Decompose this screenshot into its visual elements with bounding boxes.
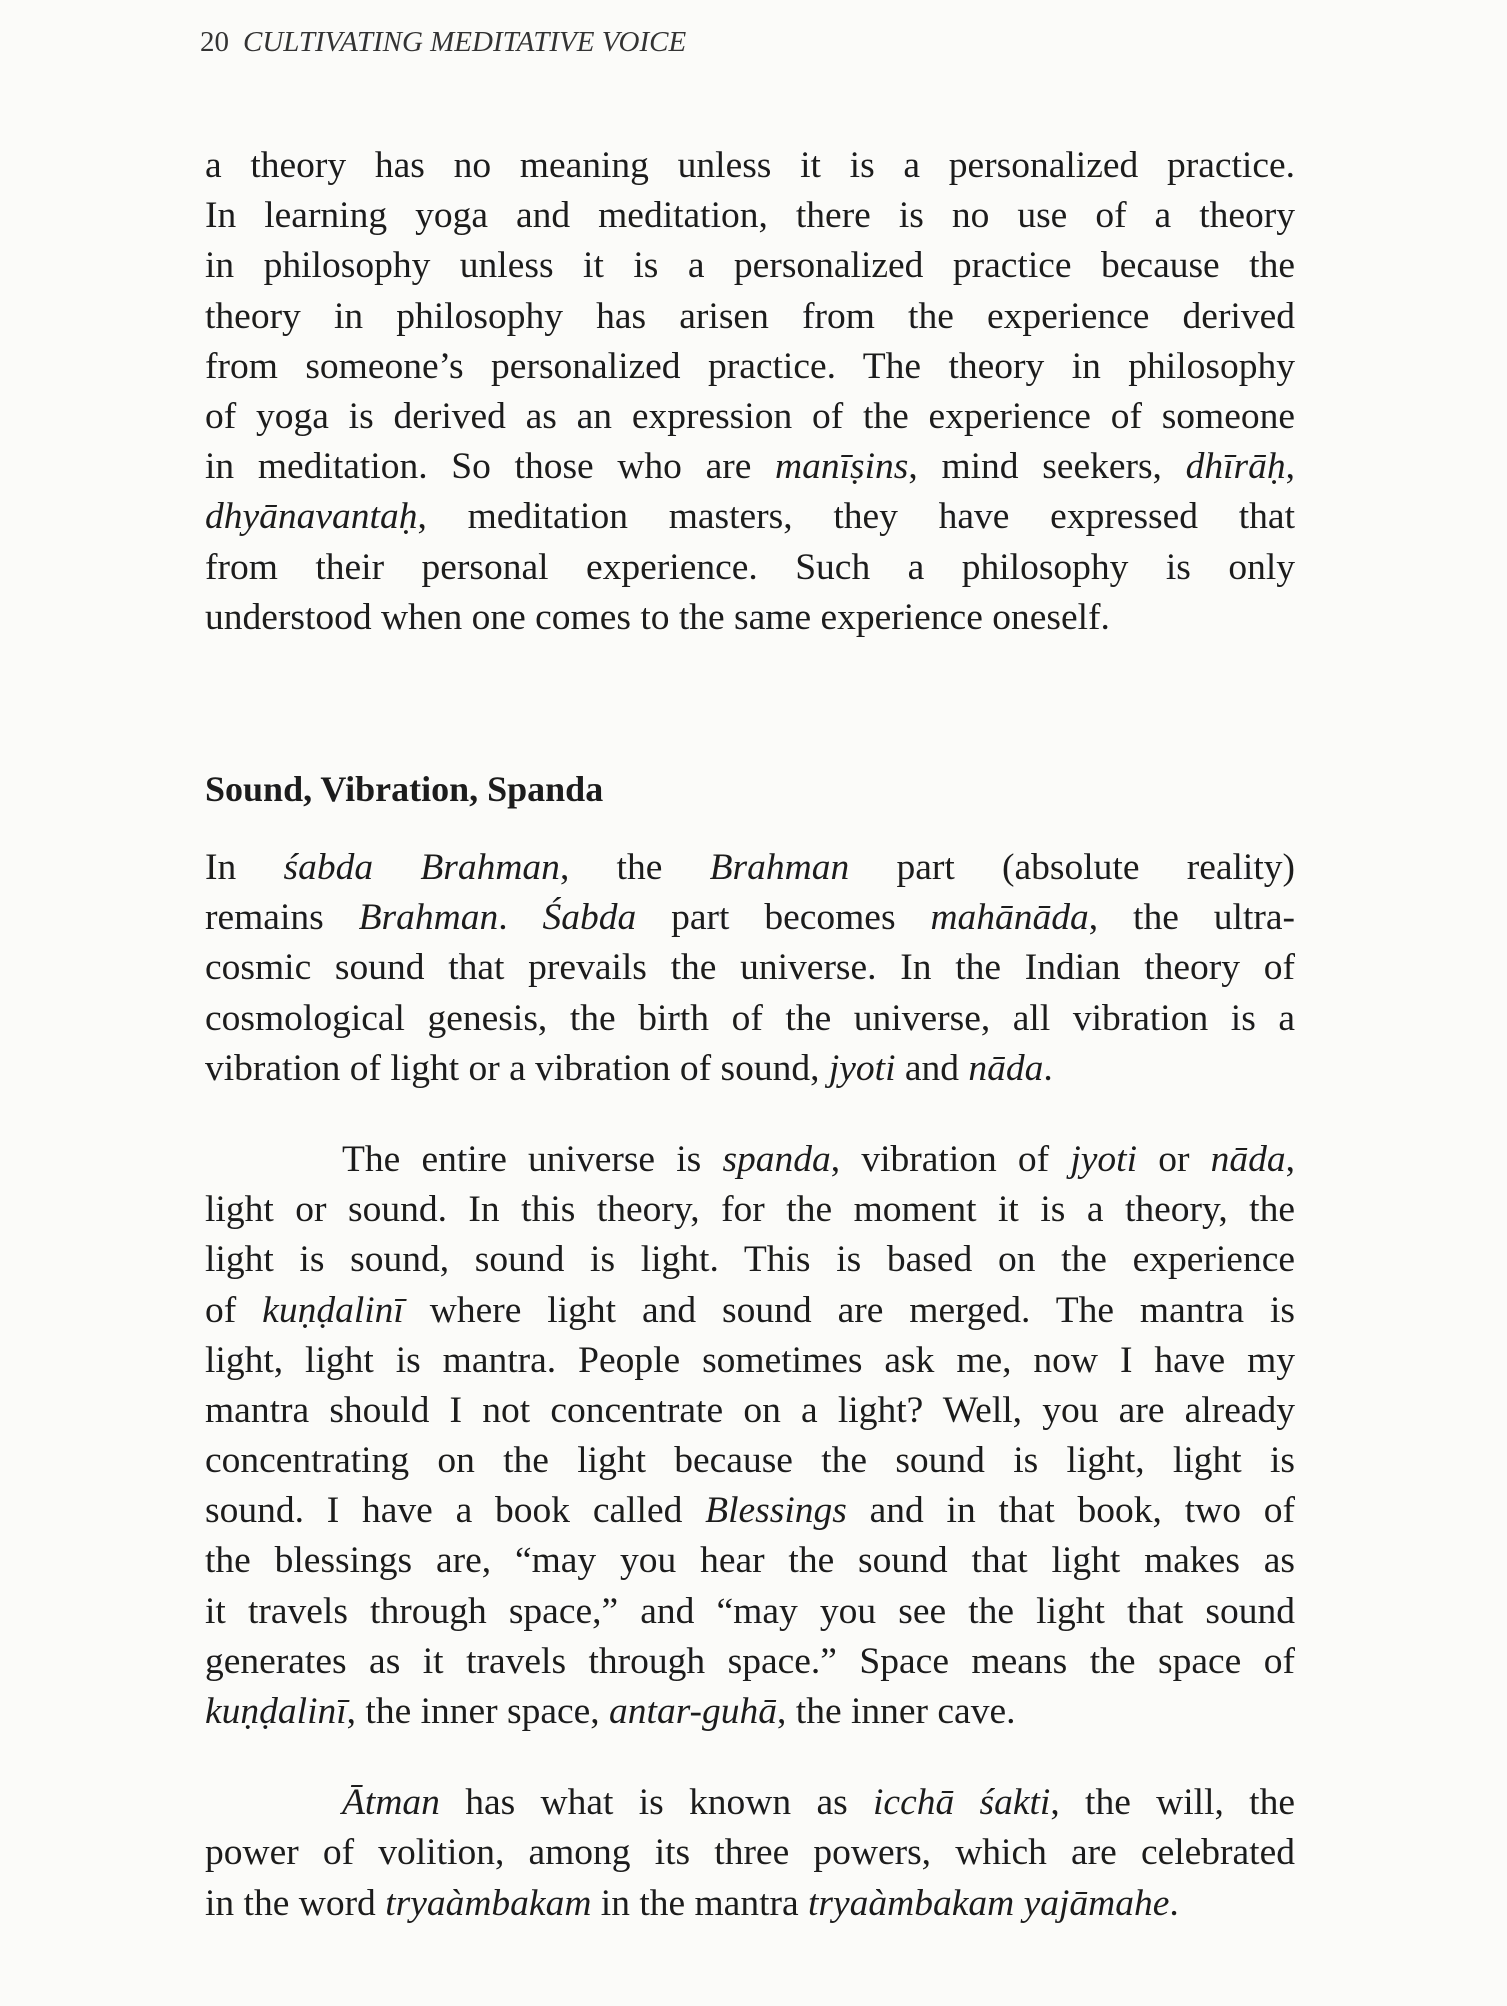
text-run: . bbox=[1169, 1882, 1179, 1924]
text-line bbox=[205, 1879, 1295, 1929]
italic-term: icchā śakti bbox=[873, 1782, 1051, 1824]
text-run: cosmic sound that prevails the universe. In the Indian theory of bbox=[205, 947, 1295, 989]
text-run: , the ultra- bbox=[1088, 897, 1295, 939]
italic-term: kuṇḍalinī bbox=[262, 1289, 404, 1331]
italic-term: Śabda bbox=[542, 897, 637, 939]
text-line bbox=[205, 442, 1295, 492]
paragraph bbox=[205, 843, 1295, 1094]
text-line bbox=[205, 1235, 1295, 1285]
text-run: of bbox=[205, 1289, 263, 1331]
text-run: of yoga is derived as an expression of the experience of someone bbox=[205, 395, 1295, 437]
italic-term: Brahman bbox=[709, 847, 850, 888]
text-line bbox=[205, 1486, 1295, 1536]
text-line bbox=[205, 1436, 1295, 1486]
text-line bbox=[205, 1135, 1295, 1185]
italic-term: mahānāda bbox=[930, 897, 1089, 939]
text-run: , mind seekers, bbox=[908, 446, 1186, 488]
text-line bbox=[205, 593, 1295, 643]
text-line bbox=[205, 191, 1295, 241]
section-heading: Sound, Vibration, Spanda bbox=[205, 769, 604, 809]
italic-term: Brahman bbox=[358, 897, 499, 939]
text-line bbox=[205, 1386, 1295, 1436]
text-line bbox=[205, 543, 1295, 593]
italic-term: Ātman bbox=[342, 1782, 440, 1824]
running-header bbox=[200, 26, 686, 59]
italic-term: śabda Brahman bbox=[283, 847, 560, 888]
text-line bbox=[205, 843, 1295, 893]
italic-term: nāda bbox=[968, 1047, 1044, 1089]
paragraph bbox=[205, 1778, 1295, 1929]
text-run: or bbox=[1137, 1138, 1211, 1180]
italic-term: jyoti bbox=[1070, 1138, 1138, 1180]
text-run: , bbox=[1285, 1138, 1295, 1180]
italic-term: dhyānavantaḥ bbox=[205, 496, 418, 538]
text-line bbox=[205, 893, 1295, 943]
text-run: part (absolute reality) bbox=[849, 847, 1295, 888]
text-run: , the bbox=[559, 847, 710, 888]
paragraph bbox=[205, 1135, 1295, 1737]
text-run: it travels through space,” and “may you see the light that sound bbox=[205, 1590, 1295, 1632]
text-run: , the inner space, bbox=[346, 1691, 610, 1732]
text-run: from their personal experience. Such a philosophy is only bbox=[205, 546, 1295, 588]
text-run: light or sound. In this theory, for the moment it is a theory, the bbox=[205, 1189, 1295, 1231]
text-run: light is sound, sound is light. This is based on the experience bbox=[205, 1239, 1295, 1281]
text-run: theory in philosophy has arisen from the experience derived bbox=[205, 295, 1295, 337]
text-run: understood when one comes to the same experience oneself. bbox=[205, 596, 1110, 638]
text-run: , bbox=[1285, 446, 1295, 488]
text-line bbox=[205, 141, 1295, 191]
text-line bbox=[205, 994, 1295, 1044]
text-run: and bbox=[895, 1047, 969, 1089]
text-run: from someone’s personalized practice. The theory in philosophy bbox=[205, 345, 1295, 387]
text-line bbox=[205, 1828, 1295, 1878]
text-run: sound. I have a book called bbox=[205, 1490, 706, 1532]
text-line bbox=[205, 1336, 1295, 1386]
text-line bbox=[205, 1185, 1295, 1235]
text-run: has what is known as bbox=[439, 1782, 873, 1824]
italic-term: jyoti bbox=[828, 1047, 896, 1089]
text-run: mantra should I not concentrate on a light? Well, you are already bbox=[205, 1389, 1295, 1431]
text-run: remains bbox=[205, 897, 359, 939]
text-run: concentrating on the light because the sound is light, light is bbox=[205, 1440, 1295, 1482]
text-run: in meditation. So those who are bbox=[205, 446, 776, 488]
italic-term: nāda bbox=[1210, 1138, 1286, 1180]
text-run: . bbox=[1043, 1047, 1053, 1089]
text-run: cosmological genesis, the birth of the universe, all vibration is a bbox=[205, 997, 1295, 1039]
italic-term: tryaàmbakam bbox=[385, 1882, 592, 1924]
text-line bbox=[205, 1778, 1295, 1828]
italic-term: antar-guhā bbox=[609, 1691, 778, 1732]
text-run: , the will, the bbox=[1050, 1782, 1295, 1824]
text-run: in philosophy unless it is a personalized practice because the bbox=[205, 245, 1295, 287]
text-run: In bbox=[205, 847, 284, 888]
italic-term: kuṇḍalinī bbox=[205, 1691, 347, 1732]
text-run: The entire universe is bbox=[342, 1138, 723, 1180]
paragraph bbox=[205, 141, 1295, 643]
text-run: in the mantra bbox=[591, 1882, 809, 1924]
text-line bbox=[205, 1044, 1295, 1094]
text-line bbox=[205, 292, 1295, 342]
text-line bbox=[205, 1687, 1295, 1737]
text-run: In learning yoga and meditation, there is no use of a theory bbox=[205, 195, 1295, 237]
italic-term: spanda bbox=[722, 1138, 831, 1180]
text-line bbox=[205, 392, 1295, 442]
text-run: power of volition, among its three powers, which are celebrated bbox=[205, 1832, 1295, 1874]
text-run: light, light is mantra. People sometimes ask me, now I have my bbox=[205, 1339, 1295, 1381]
text-line bbox=[205, 1587, 1295, 1637]
text-run: the blessings are, “may you hear the sound that light makes as bbox=[205, 1540, 1295, 1582]
italic-term: manīṣins bbox=[775, 446, 909, 488]
italic-term: dhīrāḥ bbox=[1185, 446, 1286, 488]
text-run: . bbox=[498, 897, 543, 939]
text-run: part becomes bbox=[636, 897, 931, 939]
text-run: , meditation masters, they have expressed that bbox=[417, 496, 1295, 538]
text-run: , vibration of bbox=[830, 1138, 1071, 1180]
text-line bbox=[205, 1286, 1295, 1336]
running-title: CULTIVATING MEDITATIVE VOICE bbox=[243, 26, 687, 58]
text-run: a theory has no meaning unless it is a personalized practice. bbox=[205, 145, 1295, 186]
text-line bbox=[205, 1536, 1295, 1586]
italic-term: Blessings bbox=[705, 1490, 847, 1532]
text-run: and in that book, two of bbox=[846, 1490, 1295, 1532]
italic-term: tryaàmbakam yajāmahe bbox=[808, 1882, 1170, 1924]
text-run: vibration of light or a vibration of sound, bbox=[205, 1047, 829, 1089]
text-line bbox=[205, 342, 1295, 392]
text-line bbox=[205, 943, 1295, 993]
text-run: generates as it travels through space.” Space means the space of bbox=[205, 1640, 1295, 1682]
body-text-after-heading bbox=[205, 843, 1295, 1929]
text-line bbox=[205, 492, 1295, 542]
text-run: where light and sound are merged. The mantra is bbox=[403, 1289, 1295, 1331]
text-run: in the word bbox=[205, 1882, 386, 1924]
body-text-before-heading bbox=[205, 141, 1295, 643]
text-run: , the inner cave. bbox=[777, 1691, 1016, 1732]
text-line bbox=[205, 1637, 1295, 1687]
page-number: 20 bbox=[200, 26, 229, 58]
text-line bbox=[205, 241, 1295, 291]
